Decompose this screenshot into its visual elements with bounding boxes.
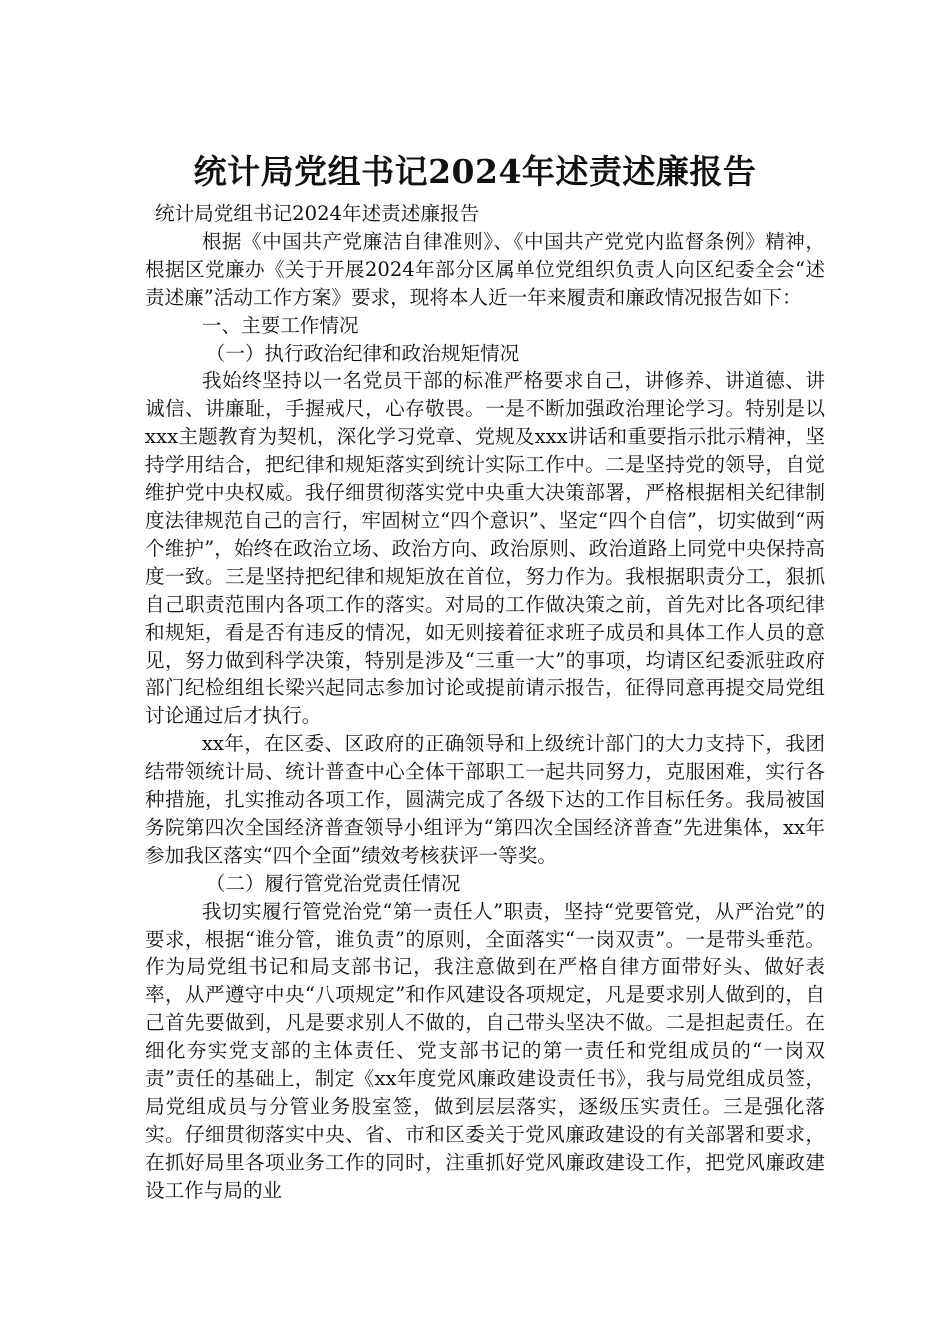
paragraph-party-governance: 我切实履行管党治党“第一责任人”职责，坚持“党要管党，从严治党”的要求，根据“谁分管，谁负责”的原则，全面落实“一岗双责”。一是带头垂范。作为局党组书记和局支部书记，我注意做到在严格自律方面带好头、做好表率，从严遵守中央“八项规定”和作风建设各项规定，凡是要求别人做到的，自己首先要做到，凡是要求别人不做的，自己带头坚决不做。二是担起责任。在细化夯实党支部的主体责任、党支部书记的第一责任和党组成员的“一岗双责”责任的基础上，制定《xx年度党风廉政建设责任书》，我与局党组成员签，局党组成员与分管业务股室签，做到层层落实，逐级压实责任。三是强化落实。仔细贯彻落实中央、省、市和区委关于党风廉政建设的有关部署和要求，在抓好局里各项业务工作的同时，注重抓好党风廉政建设工作，把党风廉政建设工作与局的业 xyxy=(145,899,825,1202)
document-title: 统计局党组书记2024年述责述廉报告 xyxy=(193,152,757,192)
subsection-heading-party-governance: （二）履行管党治党责任情况 xyxy=(205,871,461,895)
section-heading-main-work: 一、主要工作情况 xyxy=(201,313,359,337)
paragraph-political-discipline: 我始终坚持以一名党员干部的标准严格要求自己，讲修养、讲道德、讲诚信、讲廉耻，手握戒尺，心存敬畏。一是不断加强政治理论学习。特别是以xxx主题教育为契机，深化学习党章、党规及xxx讲话和重要指示批示精神，坚持学用结合，把纪律和规矩落实到统计实际工作中。二是坚持党的领导，自觉维护党中央权威。我仔细贯彻落实党中央重大决策部署，严格根据相关纪律制度法律规范自己的言行，牢固树立“四个意识”、坚定“四个自信”，切实做到“两个维护”，始终在政治立场、政治方向、政治原则、政治道路上同党中央保持高度一致。三是坚持把纪律和规矩放在首位，努力作为。我根据职责分工，狠抓自己职责范围内各项工作的落实。对局的工作做决策之前，首先对比各项纪律和规矩，看是否有违反的情况，如无则接着征求班子成员和具体工作人员的意见，努力做到科学决策，特别是涉及“三重一大”的事项，均请区纪委派驻政府部门纪检组组长梁兴起同志参加讨论或提前请示报告，征得同意再提交局党组讨论通过后才执行。 xyxy=(145,369,825,728)
document-body xyxy=(145,200,825,1205)
intro-paragraph: 根据《中国共产党廉洁自律准则》、《中国共产党党内监督条例》精神，根据区党廉办《关于开展2024年部分区属单位党组织负责人向区纪委全会“述责述廉”活动工作方案》要求，现将本人近一年来履责和廉政情况报告如下： xyxy=(145,229,825,309)
paragraph-annual-achievements: xx年，在区委、区政府的正确领导和上级统计部门的大力支持下，我团结带领统计局、统计普查中心全体干部职工一起共同努力，克服困难，实行各种措施，扎实推动各项工作，圆满完成了各级下达的工作目标任务。我局被国务院第四次全国经济普查领导小组评为“第四次全国经济普查”先进集体，xx年参加我区落实“四个全面”绩效考核获评一等奖。 xyxy=(145,732,825,867)
subsection-heading-political-discipline: （一）执行政治纪律和政治规矩情况 xyxy=(205,341,520,365)
document-subtitle: 统计局党组书记2024年述责述廉报告 xyxy=(155,202,480,225)
